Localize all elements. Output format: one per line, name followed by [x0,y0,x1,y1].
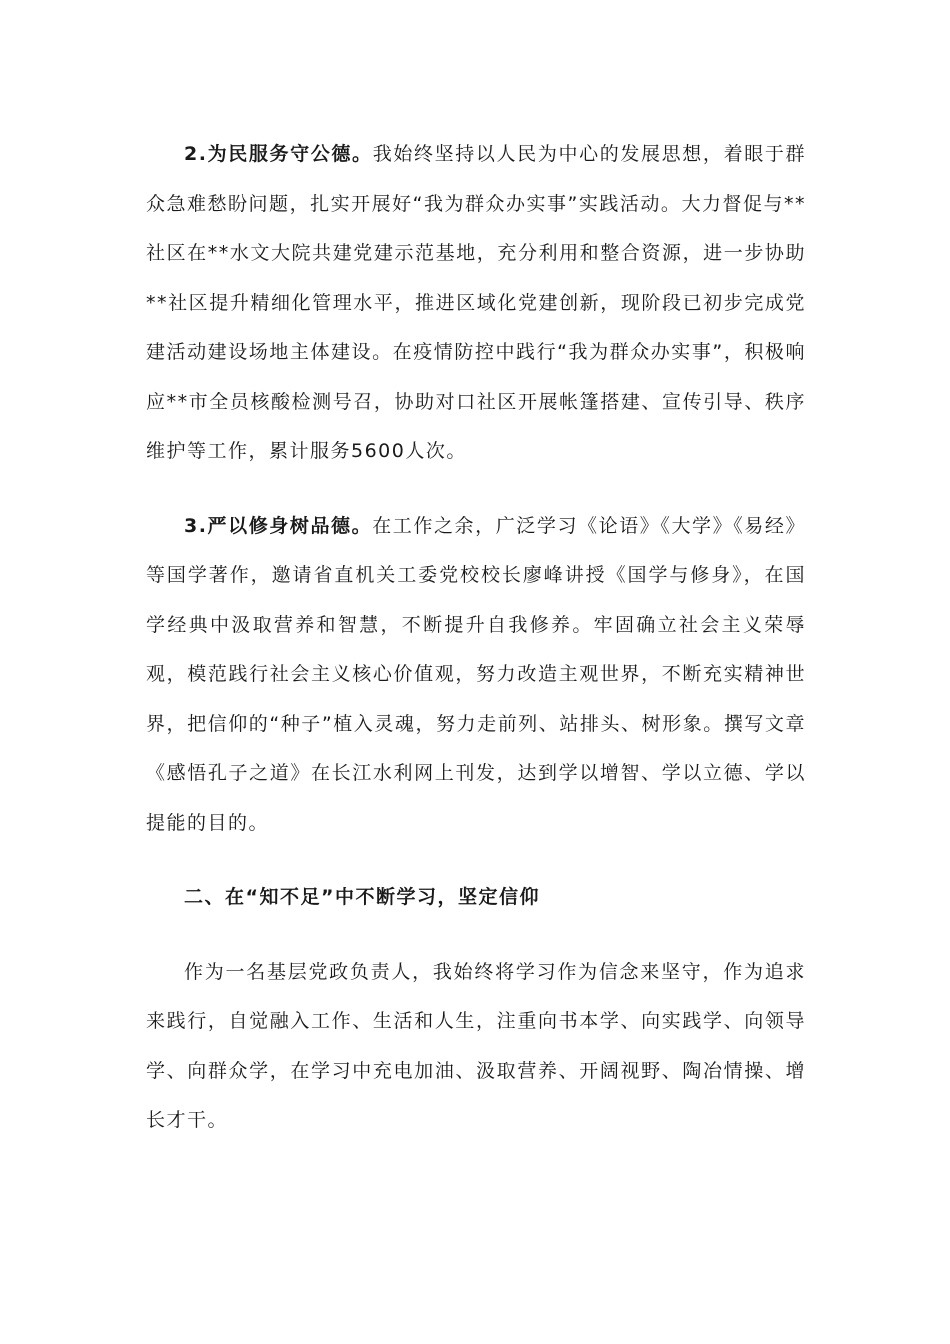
paragraph-text-moral-character: 在工作之余，广泛学习《论语》《大学》《易经》等国学著作，邀请省直机关工委党校校长廖峰讲授《国学与修身》，在国学经典中汲取营养和智慧，不断提升自我修养。牢固确立社会主义荣辱观，模范践行社会主义核心价值观，努力改造主观世界，不断充实精神世界，把信仰的“种子”植入灵魂，努力走前列、站排头、树形象。撰写文章《感悟孔子之道》在长江水利网上刊发，达到学以增智、学以立德、学以提能的目的。 [146,514,806,834]
section-heading: 二、在“知不足”中不断学习，坚定信仰 [184,886,540,908]
document-body [146,130,806,1146]
paragraph-moral-character [146,502,806,849]
paragraph-public-virtue [146,130,806,477]
paragraph-text-public-virtue: 我始终坚持以人民为中心的发展思想，着眼于群众急难愁盼问题，扎实开展好“我为群众办实事”实践活动。大力督促与**社区在**水文大院共建党建示范基地，充分利用和整合资源，进一步协助**社区提升精细化管理水平，推进区域化党建创新，现阶段已初步完成党建活动建设场地主体建设。在疫情防控中践行“我为群众办实事”，积极响应**市全员核酸检测号召，协助对口社区开展帐篷搭建、宣传引导、秩序维护等工作，累计服务5600人次。 [146,143,806,462]
paragraph-closing: 作为一名基层党政负责人，我始终将学习作为信念来坚守，作为追求来践行，自觉融入工作、生活和人生，注重向书本学、向实践学、向领导学、向群众学，在学习中充电加油、汲取营养、开阔视野、陶冶情操、增长才干。 [146,960,806,1131]
paragraph-lead-moral-character: 3.严以修身树品德。 [184,514,373,537]
paragraph-lead-public-virtue: 2.为民服务守公德。 [184,143,373,165]
